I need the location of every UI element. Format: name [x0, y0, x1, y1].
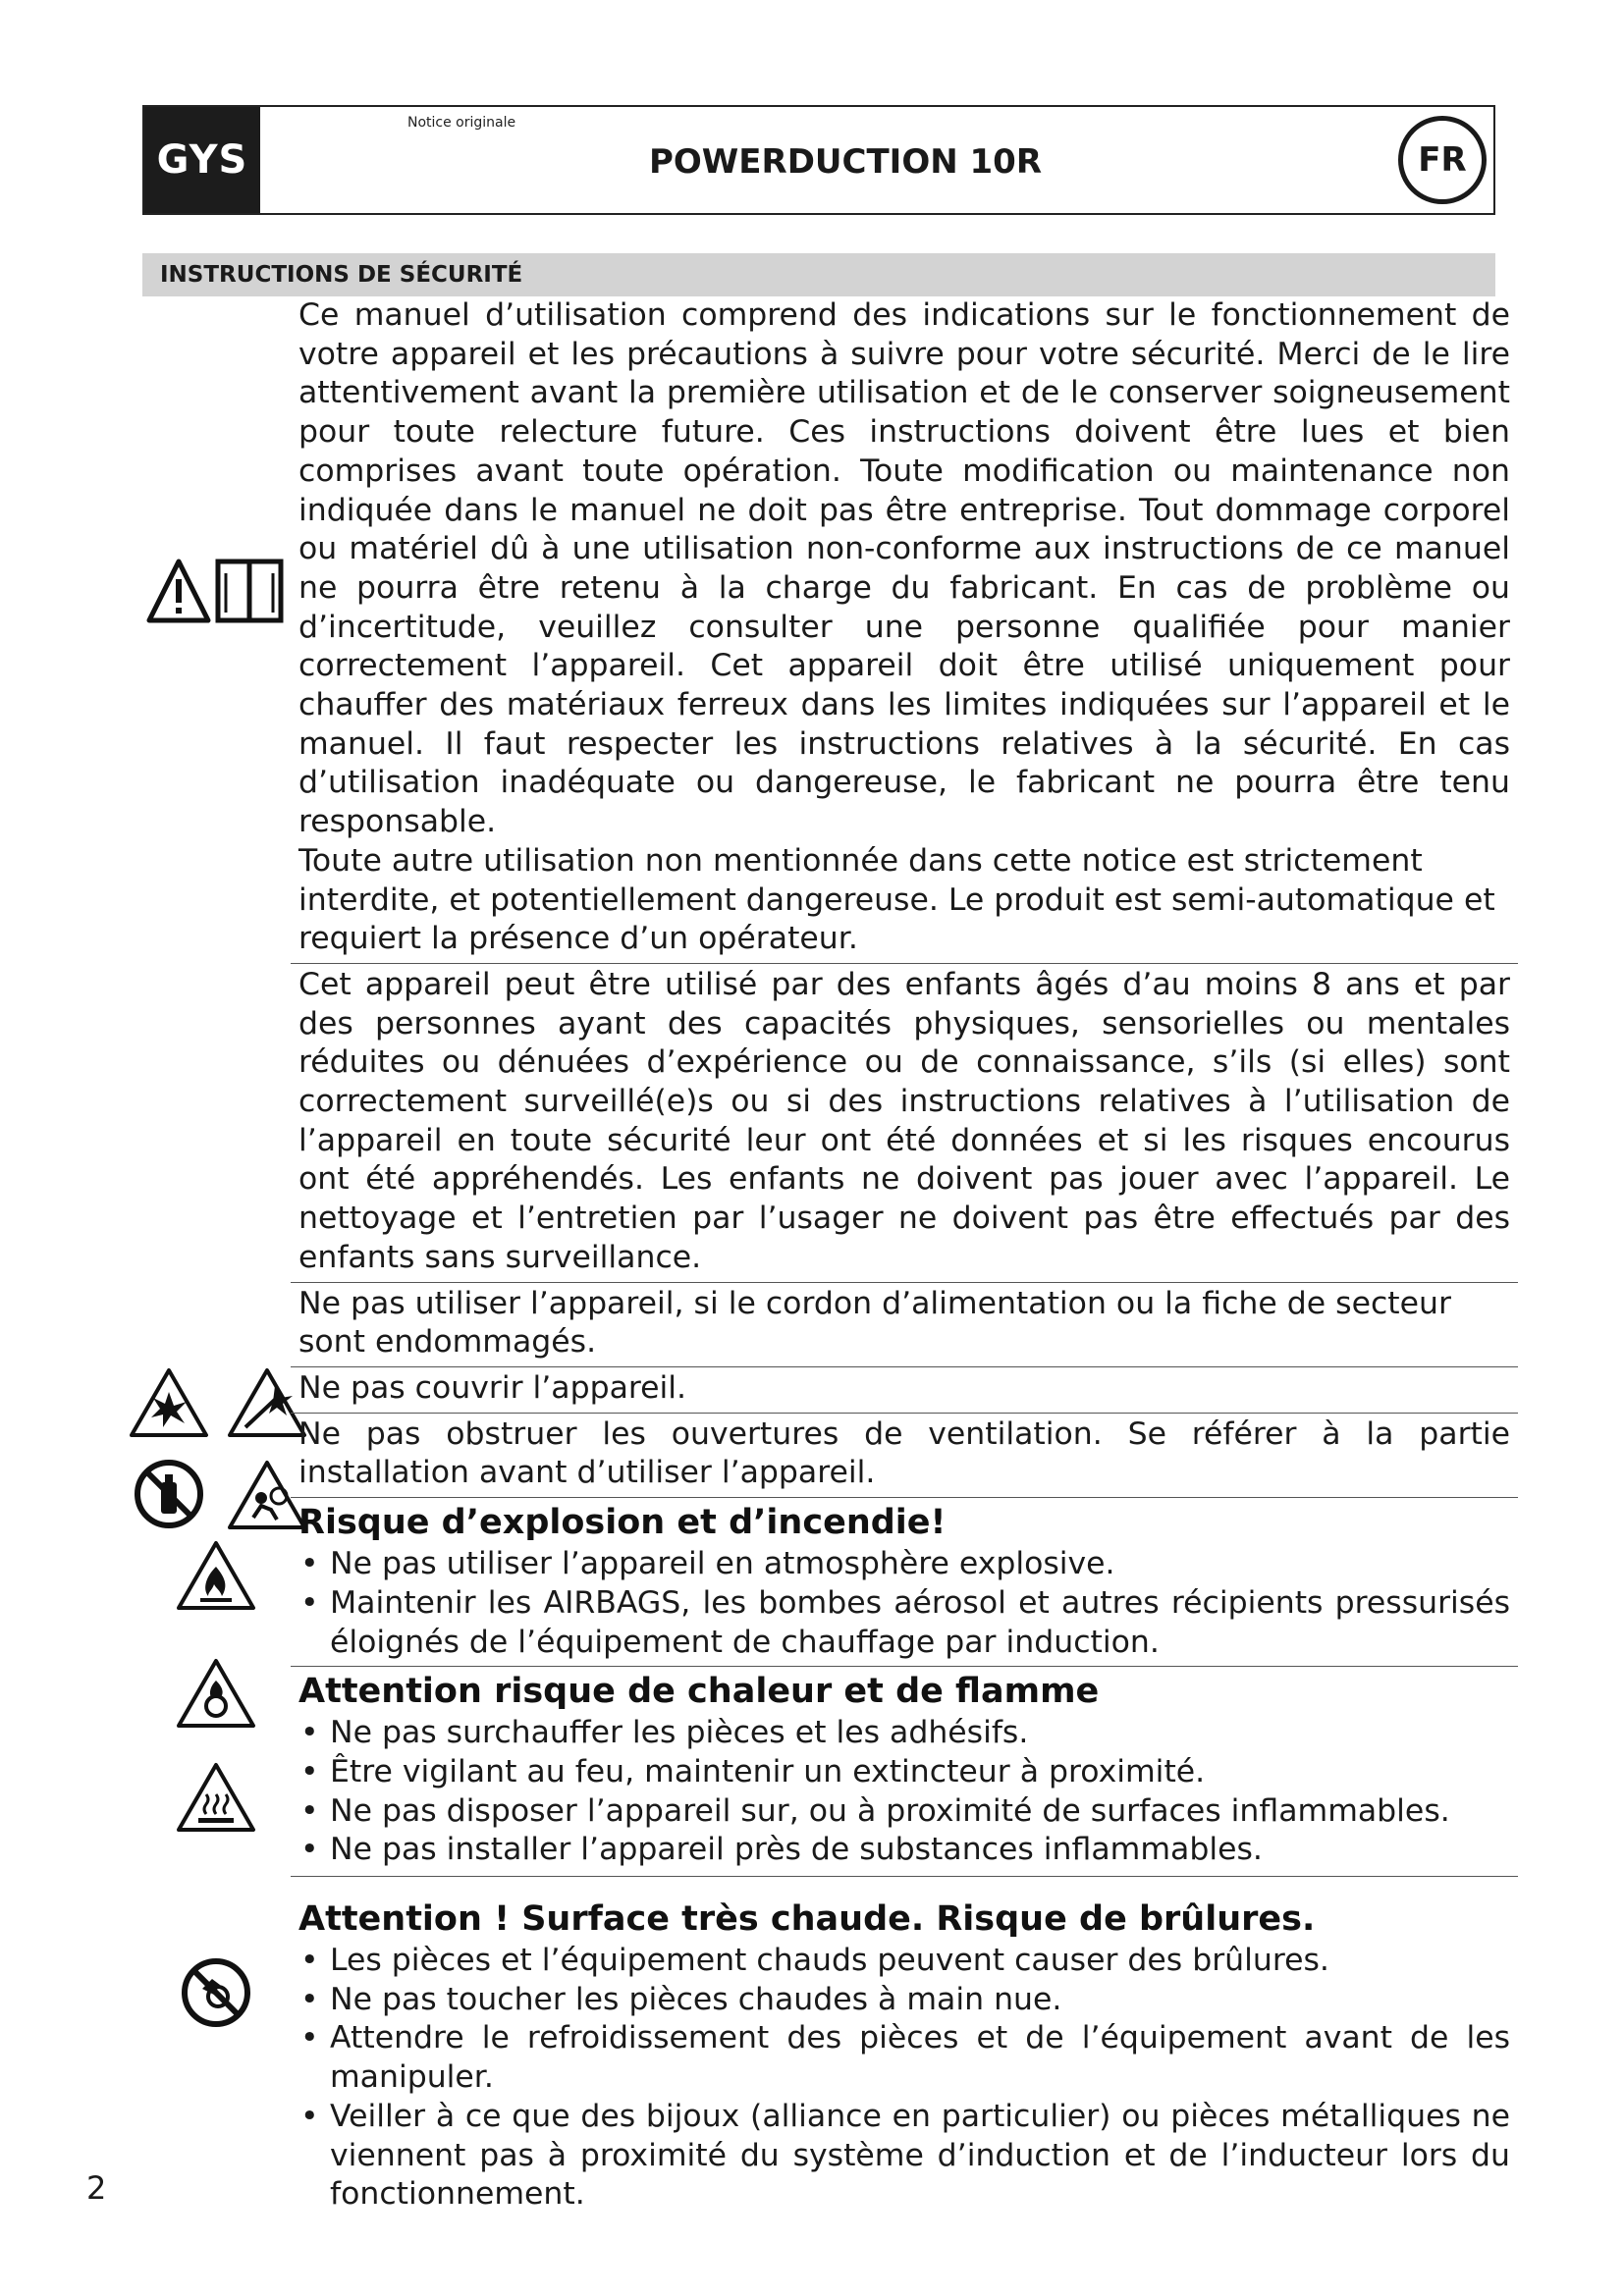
explosion-block	[291, 1498, 1518, 1667]
language-badge	[1391, 107, 1493, 213]
intro-paragraph-2: Toute autre utilisation non mentionnée dans cette notice est strictement interdite, et potentiellement dangereuse. Le produit est semi-automatique et requiert la présence d’un opérateur.	[298, 842, 1495, 957]
list-item: • Ne pas surchauffer les pièces et les adhésifs.	[298, 1714, 1510, 1753]
flame-hazard-icon	[175, 1539, 257, 1612]
heat-block	[291, 1667, 1518, 1877]
no-metal-jewelry-icon	[179, 1955, 253, 2030]
page-number: 2	[86, 2169, 107, 2207]
hot-surface-block	[291, 1877, 1518, 2218]
list-item: • Ne pas toucher les pièces chaudes à main nue.	[298, 1981, 1510, 2020]
children-paragraph: Cet appareil peut être utilisé par des enfants âgés d’au moins 8 ans et par des personnes ayant des capacités physiques, sensorielles ou mentales réduites ou dénuées d’expérience ou de connaissance, s’ils (si elles) sont correctement surveillé(e)s ou si des instructions relatives à l’utilisation de l’appareil en toute sécurité leur ont été données et si les risques encourus ont été appréhendés. Les enfants ne doivent pas jouer avec l’appareil. Le nettoyage et l’entretien par l’usager ne doivent pas être effectués par des enfants sans surveillance.	[298, 966, 1510, 1275]
list-item: • Ne pas disposer l’appareil sur, ou à proximité de surfaces inflammables.	[298, 1792, 1510, 1832]
list-item: • Être vigilant au feu, maintenir un extincteur à proximité.	[298, 1753, 1510, 1792]
warning-manual-icon	[145, 556, 287, 626]
document-title: POWERDUCTION 10R	[648, 142, 1043, 182]
list-item: • Maintenir les AIRBAGS, les bombes aérosol et autres récipients pressurisés éloignés de l’équipement de chauffage par induction.	[298, 1584, 1510, 1662]
cover-block	[291, 1367, 1518, 1414]
language-code: FR	[1398, 116, 1487, 204]
intro-paragraph: Ce manuel d’utilisation comprend des indications sur le fonctionnement de votre appareil et les précautions à suivre pour votre sécurité. Merci de le lire attentivement avant la première utilisation et de le conserver soigneusement pour toute relecture future. Ces instructions doivent être lues et bien comprises avant toute opération. Toute modification ou maintenance non indiquée dans le manuel ne doit pas être entreprise. Tout dommage corporel ou matériel dû à une utilisation non-conforme aux instructions de ce manuel ne pourra être retenu à la charge du fabricant. En cas de problème ou d’incertitude, veuillez consulter une personne qualifiée pour manier correctement l’appareil. Cet appareil doit être utilisé uniquement pour chauffer des matériaux ferreux dans les limites indiquées sur l’appareil et le manuel. Il faut respecter les instructions relatives à la sécurité. En cas d’utilisation inadéquate ou dangereuse, le fabricant ne pourra être tenu responsable.	[298, 297, 1510, 840]
ventilation-block	[291, 1414, 1518, 1498]
explosion-title: Risque d’explosion et d’incendie!	[298, 1503, 947, 1543]
heat-list	[298, 1714, 1510, 1870]
explosion-list	[298, 1545, 1510, 1662]
hot-surface-list	[298, 1942, 1510, 2215]
list-item: • Veiller à ce que des bijoux (alliance en particulier) ou pièces métalliques ne viennent pas à proximité du système d’induction et de l’inducteur lors du fonctionnement.	[298, 2098, 1510, 2215]
gys-logo: GYS	[144, 107, 260, 213]
document-header	[142, 105, 1495, 215]
children-block	[291, 964, 1518, 1283]
ventilation-paragraph: Ne pas obstruer les ouvertures de ventilation. Se référer à la partie installation avant d’utiliser l’appareil.	[298, 1415, 1510, 1491]
safety-content	[291, 294, 1518, 2218]
oxidizer-hazard-icon	[175, 1657, 257, 1730]
header-center	[260, 107, 1391, 213]
hot-surface-title: Attention ! Surface très chaude. Risque de brûlures.	[298, 1899, 1316, 1940]
no-aerosol-icon	[132, 1457, 206, 1531]
list-item: • Les pièces et l’équipement chauds peuvent causer des brûlures.	[298, 1942, 1510, 1981]
intro-block	[291, 294, 1518, 964]
explosion-hazard-icon	[128, 1366, 210, 1439]
list-item: • Ne pas utiliser l’appareil en atmosphère explosive.	[298, 1545, 1510, 1584]
section-title: INSTRUCTIONS DE SÉCURITÉ	[142, 253, 1495, 296]
list-item: • Ne pas installer l’appareil près de substances inflammables.	[298, 1831, 1510, 1870]
heat-title: Attention risque de chaleur et de flamme	[298, 1672, 1100, 1712]
cord-block	[291, 1283, 1518, 1367]
cord-paragraph: Ne pas utiliser l’appareil, si le cordon d’alimentation ou la fiche de secteur sont endommagés.	[298, 1285, 1451, 1361]
hot-surface-icon	[175, 1761, 257, 1834]
list-item: • Attendre le refroidissement des pièces et de l’équipement avant de les manipuler.	[298, 2019, 1510, 2097]
cover-paragraph: Ne pas couvrir l’appareil.	[298, 1369, 687, 1406]
notice-label: Notice originale	[407, 115, 516, 131]
